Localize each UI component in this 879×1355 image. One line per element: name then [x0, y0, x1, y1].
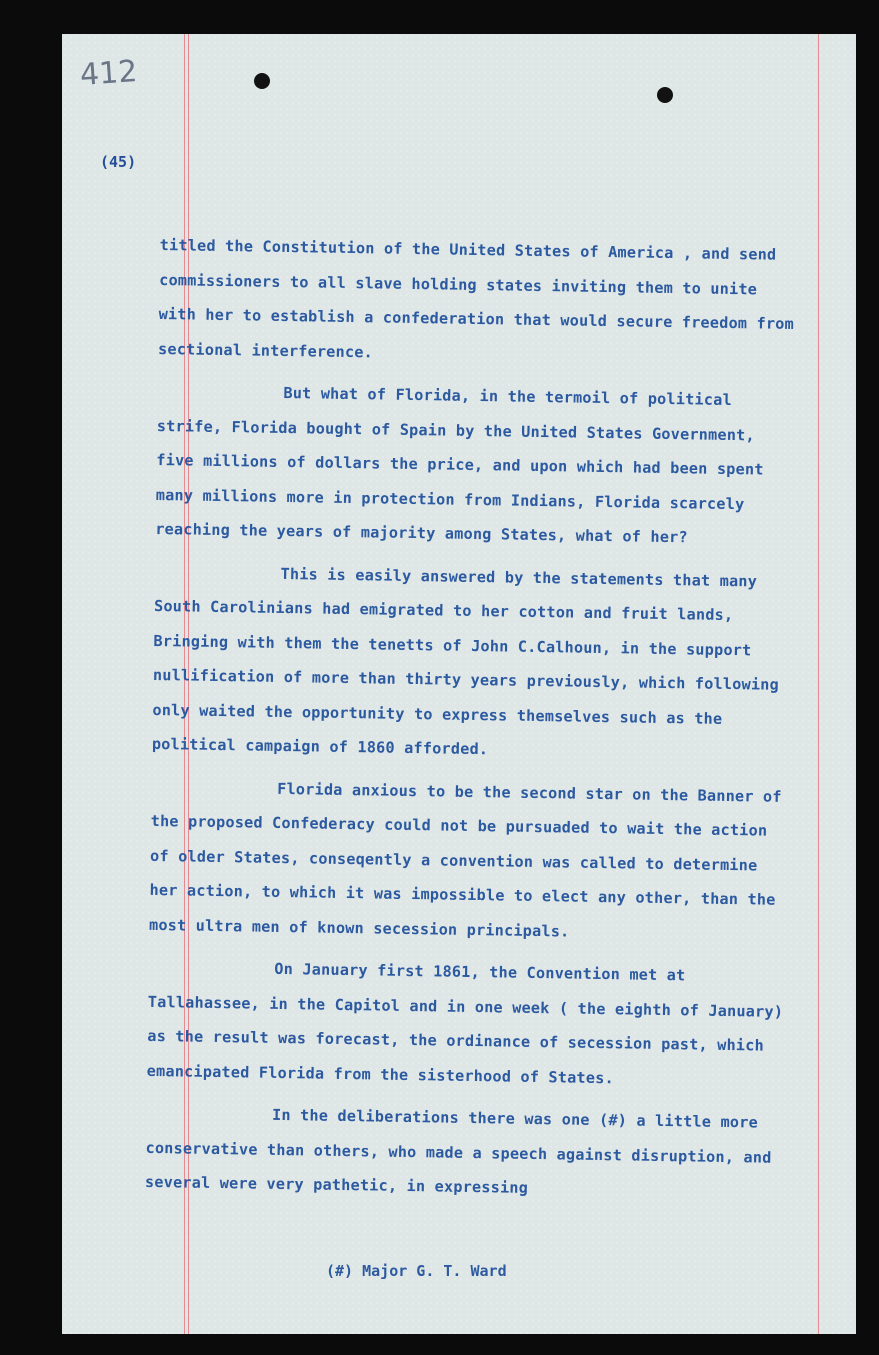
paragraph-5: On January first 1861, the Convention met at Tallahassee, in the Capitol and in one week ( the eighth of January) as the result was forecast, the ordinance of secession past, which emancipated Florida from the sisterhood of States.: [146, 959, 784, 1087]
page-number: (45): [100, 153, 137, 171]
paragraph-1: titled the Constitution of the United States of America , and send commissioners to all slave holding states inviting them to unite with her to establish a confederation that would secure freedom from sectional interference.: [157, 235, 795, 361]
paragraph-3: This is easily answered by the statements that many South Carolinians had emigrated to her cotton and fruit lands, Bringing with them the tenetts of John C.Calhoun, in the support nullification of more than thirty years previously, which following only waited the opportunity to express themselves such as the political campaign of 1860 afforded.: [151, 564, 780, 759]
right-margin-line: [818, 34, 819, 1334]
body-text: [145, 228, 800, 1217]
footnote: (#) Major G. T. Ward: [326, 1262, 507, 1280]
paragraph-2: But what of Florida, in the termoil of political strife, Florida bought of Spain by the United States Government, five millions of dollars the price, and upon which had been spent many millions more in protection from Indians, Florida scarcely reaching the years of majority among States, what of her?: [155, 383, 764, 547]
paragraph-4: Florida anxious to be the second star on the Banner of the proposed Confederacy could not be pursuaded to wait the action of older States, conseqently a convention was called to determine her action, to which it was impossible to elect any other, than the most ultra men of known secession principals.: [148, 779, 782, 941]
folio-number: 412: [78, 54, 139, 93]
paragraph-6: In the deliberations there was one (#) a little more conservative than others, who made a speech against disruption, and several were very pathetic, in expressing: [144, 1105, 772, 1197]
punch-hole-right: [657, 87, 673, 103]
punch-hole-left: [254, 73, 270, 89]
